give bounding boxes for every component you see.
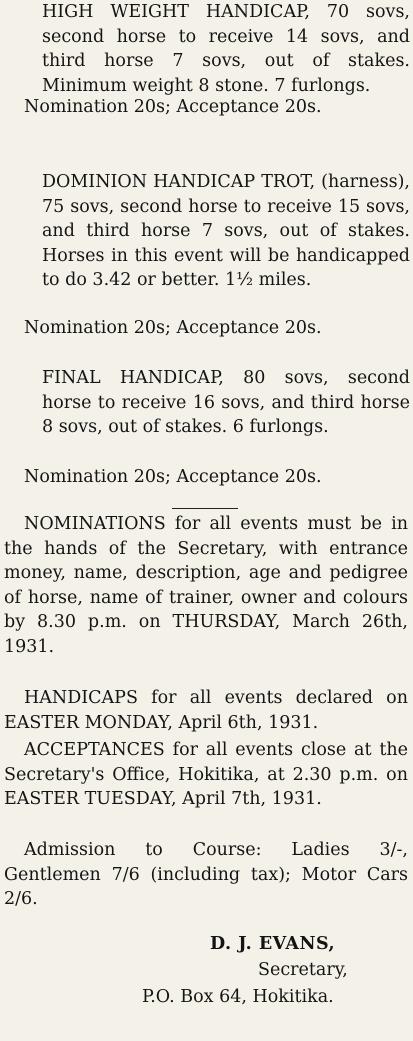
secretary-title: Secretary,: [258, 960, 348, 980]
secretary-name: D. J. EVANS,: [210, 934, 336, 954]
section-divider: [172, 508, 238, 509]
secretary-address: P.O. Box 64, Hokitika.: [142, 987, 334, 1007]
final-nomination: Nomination 20s; Acceptance 20s.: [24, 467, 322, 487]
nominations-notice: NOMINATIONS for all events must be in the hands of the Secretary, with entrance money, name, description, age and pedigree of horse, name of trainer, owner and colours by 8.30 p.m. on THURSDAY, March 26th, 1931.: [4, 514, 408, 657]
handicaps-notice: HANDICAPS for all events declared on EASTER MONDAY, April 6th, 1931.: [4, 688, 408, 733]
high-weight-nomination: Nomination 20s; Acceptance 20s.: [24, 97, 322, 117]
high-weight-handicap-text: HIGH WEIGHT HANDICAP, 70 sovs, second horse to receive 14 sovs, and third horse 7 sovs, out of stakes. Minimum weight 8 stone. 7 furlongs.: [42, 2, 410, 96]
dominion-handicap-trot-text: DOMINION HANDICAP TROT, (harness), 75 sovs, second horse to receive 15 sovs, and third horse 7 sovs, out of stakes. Horses in this event will be handicapped to do 3.42 or better. 1½ miles.: [42, 172, 410, 290]
acceptances-notice: ACCEPTANCES for all events close at the Secretary's Office, Hokitika, at 2.30 p.m. on EASTER TUESDAY, April 7th, 1931.: [4, 740, 408, 809]
admission-notice: Admission to Course: Ladies 3/-, Gentlemen 7/6 (including tax); Motor Cars 2/6.: [4, 840, 408, 909]
final-handicap-text: FINAL HANDICAP, 80 sovs, second horse to receive 16 sovs, and third horse 8 sovs, out of stakes. 6 furlongs.: [42, 368, 410, 437]
dominion-nomination: Nomination 20s; Acceptance 20s.: [24, 318, 322, 338]
dominion-handicap-trot-entry: [42, 170, 410, 290]
high-weight-handicap-entry: [42, 0, 410, 96]
final-handicap-entry: [42, 366, 410, 462]
